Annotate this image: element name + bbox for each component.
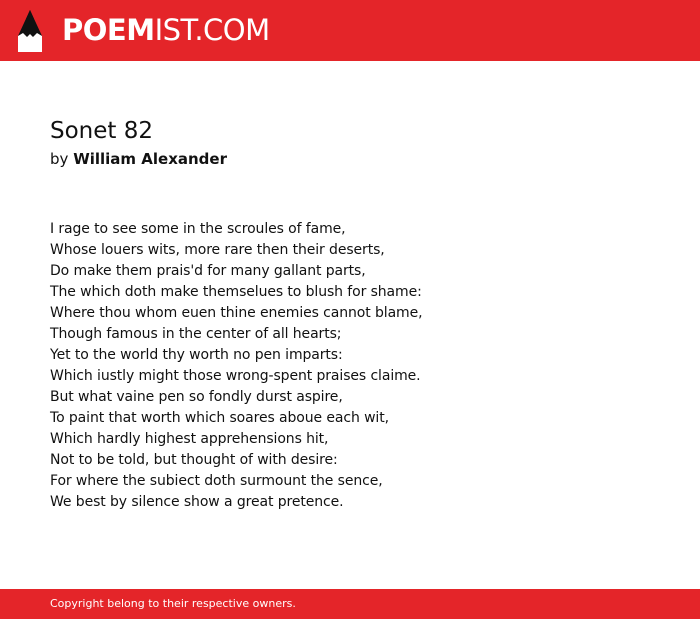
logo-bold-text: POEM — [62, 13, 155, 47]
copyright-text: Copyright belong to their respective owners. — [50, 597, 296, 610]
poem-line: Which hardly highest apprehensions hit, — [50, 431, 329, 447]
logo-light-text: IST.COM — [154, 13, 270, 47]
poem-line: For where the subiect doth surmount the sence, — [50, 473, 383, 489]
poem-body — [50, 219, 422, 513]
author-name: William Alexander — [73, 150, 227, 168]
poem-line: Which iustly might those wrong-spent praises claime. — [50, 368, 421, 384]
poem-line: But what vaine pen so fondly durst aspire, — [50, 389, 343, 405]
poem-line: Not to be told, but thought of with desire: — [50, 452, 338, 468]
site-logo[interactable] — [62, 13, 270, 47]
pencil-tip-icon[interactable] — [18, 10, 42, 52]
poem-line: Do make them prais'd for many gallant parts, — [50, 263, 366, 279]
poem-line: I rage to see some in the scroules of fame, — [50, 221, 346, 237]
site-header — [0, 0, 700, 61]
poem-line: Yet to the world thy worth no pen imparts: — [50, 347, 343, 363]
byline — [50, 149, 227, 169]
poem-title: Sonet 82 — [50, 118, 153, 144]
poem-line: To paint that worth which soares aboue each wit, — [50, 410, 389, 426]
by-prefix: by — [50, 150, 69, 168]
poem-line: We best by silence show a great pretence. — [50, 494, 344, 510]
poem-line: Where thou whom euen thine enemies cannot blame, — [50, 305, 423, 321]
poem-line: Whose louers wits, more rare then their deserts, — [50, 242, 385, 258]
poem-line: Though famous in the center of all hearts; — [50, 326, 342, 342]
site-footer — [0, 589, 700, 619]
poem-line: The which doth make themselues to blush for shame: — [50, 284, 422, 300]
